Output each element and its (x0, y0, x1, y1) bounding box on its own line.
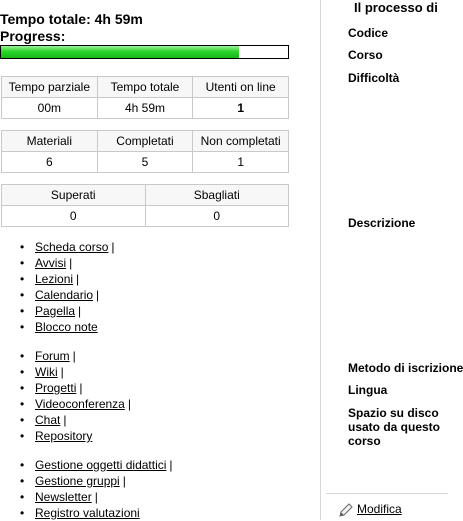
menu-link[interactable]: Forum (35, 349, 70, 363)
bullet-icon: • (20, 320, 25, 334)
panel-footer (326, 493, 448, 521)
materials-stats-table (1, 130, 289, 173)
course-info-panel (326, 0, 463, 520)
panel-divider (320, 0, 321, 520)
menu-link[interactable]: Gestione gruppi (35, 474, 120, 488)
progress-bar (0, 45, 289, 59)
bullet-icon: • (20, 381, 25, 395)
edit-link[interactable]: Modifica (357, 502, 402, 516)
menu-link[interactable]: Pagella (35, 304, 76, 318)
bullet-icon: • (20, 272, 25, 286)
menu-separator: | (122, 474, 126, 488)
menu-item (18, 271, 115, 287)
menu-item (18, 380, 131, 396)
menu-item (18, 428, 131, 444)
table-cell: 1 (193, 152, 289, 173)
menu-link[interactable]: Lezioni (35, 272, 74, 286)
field-label-code: Codice (348, 26, 389, 40)
menu-separator: | (78, 304, 82, 318)
table-header: Tempo parziale (2, 77, 98, 98)
course-menu (18, 239, 115, 335)
menu-separator: | (60, 365, 64, 379)
menu-separator: | (63, 413, 67, 427)
bullet-icon: • (20, 365, 25, 379)
field-label-difficulty: Difficoltà (348, 71, 400, 85)
menu-item (18, 303, 115, 319)
progress-bar-fill (1, 46, 239, 58)
management-menu (18, 457, 173, 521)
menu-item (18, 457, 173, 473)
menu-link[interactable]: Wiki (35, 365, 58, 379)
field-label-enrollment: Metodo di iscrizione (348, 361, 463, 375)
bullet-icon: • (20, 349, 25, 363)
tests-stats-table (1, 184, 289, 227)
pencil-icon[interactable] (338, 502, 354, 518)
table-cell: 4h 59m (97, 98, 193, 119)
field-label-language: Lingua (348, 383, 388, 397)
menu-link[interactable]: Progetti (35, 381, 77, 395)
menu-item (18, 287, 115, 303)
table-cell: 0 (145, 206, 289, 227)
table-header: Tempo totale (97, 77, 193, 98)
table-header: Superati (2, 185, 146, 206)
bullet-icon: • (20, 490, 25, 504)
menu-item (18, 412, 131, 428)
field-label-description: Descrizione (348, 216, 416, 230)
table-cell: 0 (2, 206, 146, 227)
menu-link[interactable]: Scheda corso (35, 240, 109, 254)
time-stats-table (1, 76, 289, 119)
menu-link[interactable]: Videoconferenza (35, 397, 125, 411)
table-cell: 6 (2, 152, 98, 173)
bullet-icon: • (20, 429, 25, 443)
menu-link[interactable]: Blocco note (35, 320, 98, 334)
table-header: Completati (97, 131, 193, 152)
table-cell: 00m (2, 98, 98, 119)
field-label-course: Corso (348, 48, 383, 62)
table-header: Non completati (193, 131, 289, 152)
table-cell: 5 (97, 152, 193, 173)
menu-link[interactable]: Registro valutazioni (35, 506, 140, 520)
bullet-icon: • (20, 304, 25, 318)
course-title: Il processo di (354, 0, 438, 15)
menu-separator: | (69, 256, 73, 270)
menu-item (18, 505, 173, 521)
menu-item (18, 364, 131, 380)
menu-separator: | (72, 349, 76, 363)
menu-link[interactable]: Chat (35, 413, 61, 427)
table-cell: 1 (193, 98, 289, 119)
bullet-icon: • (20, 397, 25, 411)
menu-separator: | (111, 240, 115, 254)
bullet-icon: • (20, 474, 25, 488)
menu-link[interactable]: Avvisi (35, 256, 67, 270)
menu-item (18, 489, 173, 505)
menu-separator: | (96, 288, 100, 302)
menu-separator: | (76, 272, 80, 286)
menu-item (18, 239, 115, 255)
menu-item (18, 319, 115, 335)
bullet-icon: • (20, 506, 25, 520)
menu-link[interactable]: Gestione oggetti didattici (35, 458, 167, 472)
menu-separator: | (169, 458, 173, 472)
table-header: Materiali (2, 131, 98, 152)
menu-item (18, 255, 115, 271)
menu-separator: | (127, 397, 131, 411)
total-time-text: Tempo totale: 4h 59m (0, 11, 143, 27)
menu-separator: | (94, 490, 98, 504)
bullet-icon: • (20, 256, 25, 270)
menu-link[interactable]: Repository (35, 429, 93, 443)
bullet-icon: • (20, 288, 25, 302)
communication-menu (18, 348, 131, 444)
bullet-icon: • (20, 240, 25, 254)
table-header: Utenti on line (193, 77, 289, 98)
menu-separator: | (79, 381, 83, 395)
menu-link[interactable]: Newsletter (35, 490, 92, 504)
bullet-icon: • (20, 458, 25, 472)
bullet-icon: • (20, 413, 25, 427)
table-header: Sbagliati (145, 185, 289, 206)
menu-item (18, 396, 131, 412)
menu-link[interactable]: Calendario (35, 288, 94, 302)
field-label-disk-space: Spazio su disco usato da questo corso (348, 406, 441, 448)
progress-label: Progress: (0, 28, 66, 44)
menu-item (18, 348, 131, 364)
menu-item (18, 473, 173, 489)
